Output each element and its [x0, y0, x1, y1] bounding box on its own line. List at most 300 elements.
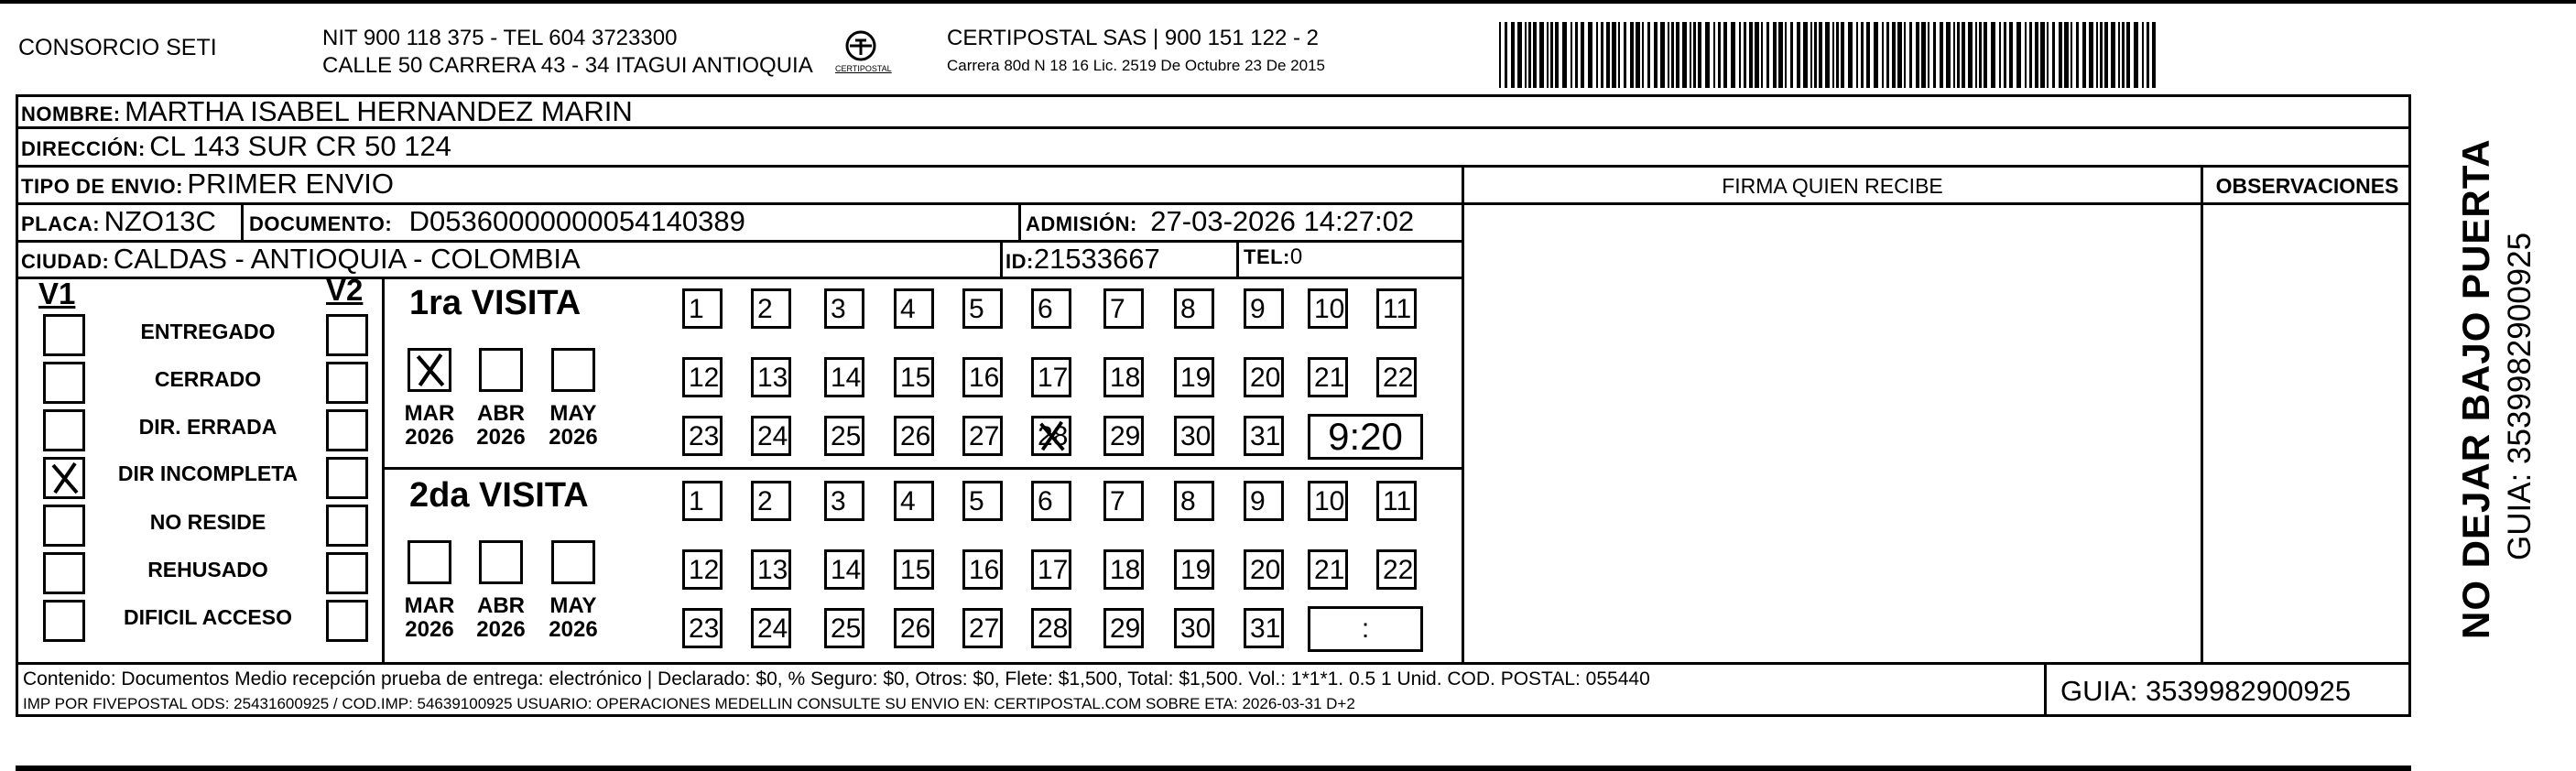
barcode-bar — [2040, 22, 2045, 88]
day-box[interactable] — [894, 357, 934, 397]
day-box[interactable] — [1308, 481, 1348, 521]
tel-cell — [1244, 244, 1302, 270]
v2-checkbox[interactable] — [326, 314, 368, 356]
hour-field[interactable] — [1308, 414, 1423, 460]
day-box[interactable] — [824, 357, 864, 397]
barcode-bar — [2047, 22, 2049, 88]
day-box[interactable] — [894, 288, 934, 329]
tel-value: 0 — [1289, 244, 1303, 269]
id-label: ID: — [1005, 250, 1034, 273]
ciudad-label: CIUDAD: — [21, 250, 110, 273]
day-number: 2 — [757, 486, 773, 516]
month-label — [541, 594, 605, 642]
barcode-bar — [2126, 22, 2130, 88]
firma-header: FIRMA QUIEN RECIBE — [1722, 174, 1943, 198]
day-box[interactable] — [962, 416, 1003, 456]
day-box[interactable] — [1376, 357, 1417, 397]
ciudad-value: CALDAS - ANTIOQUIA - COLOMBIA — [113, 243, 581, 275]
barcode-bar — [1785, 22, 1787, 88]
barcode-bar — [1636, 22, 1640, 88]
day-number: 25 — [831, 421, 862, 451]
v1-checkbox[interactable] — [43, 600, 85, 642]
day-box[interactable] — [824, 549, 864, 590]
day-box[interactable] — [1031, 608, 1071, 648]
day-number: 27 — [969, 614, 1000, 644]
id-cell — [1005, 243, 1160, 276]
nombre-label: NOMBRE: — [21, 103, 121, 125]
barcode-bar — [2035, 22, 2038, 88]
day-box[interactable] — [682, 416, 723, 456]
v1-label: V1 — [38, 277, 76, 310]
barcode-bar — [1647, 22, 1650, 88]
day-box[interactable] — [682, 608, 723, 648]
day-number: 19 — [1180, 363, 1212, 393]
barcode-bar — [1916, 22, 1919, 88]
direccion-row — [21, 130, 451, 163]
top-border-line — [0, 0, 2576, 4]
certipostal-logo — [833, 27, 897, 82]
day-number: 26 — [900, 421, 931, 451]
status-option-label: CERRADO — [154, 367, 262, 391]
barcode-bar — [1962, 22, 1965, 88]
barcode-bar — [1618, 22, 1620, 88]
carrier-license: Carrera 80d N 18 16 Lic. 2519 De Octubre 23 De 2015 — [947, 57, 1325, 74]
barcode-bar — [1790, 22, 1793, 88]
barcode-bar — [1975, 22, 1977, 88]
check-x-mark — [410, 351, 449, 389]
barcode-bar — [1505, 22, 1507, 88]
day-box[interactable] — [1031, 481, 1071, 521]
barcode-bar — [1819, 22, 1822, 88]
v1-checkbox[interactable] — [43, 362, 85, 404]
placa-value: NZO13C — [103, 205, 216, 237]
day-box[interactable] — [1174, 608, 1214, 648]
day-number: 16 — [969, 363, 1000, 393]
month-label — [397, 594, 462, 642]
barcode-bar — [1601, 22, 1603, 88]
barcode-bar — [1979, 22, 1982, 88]
admision-value: 27-03-2026 14:27:02 — [1150, 205, 1415, 237]
month-name: MAR — [404, 401, 455, 426]
nombre-row — [21, 95, 633, 128]
row-line-5 — [16, 277, 1463, 279]
day-number: 14 — [831, 555, 862, 585]
observaciones-header: OBSERVACIONES — [2215, 174, 2399, 198]
barcode-bar — [2111, 22, 2115, 88]
barcode-bar — [1848, 22, 1853, 88]
day-box[interactable] — [1244, 416, 1284, 456]
day-number: 31 — [1250, 421, 1281, 451]
day-box[interactable] — [1174, 481, 1214, 521]
day-number: 9 — [1250, 486, 1266, 516]
day-box[interactable] — [962, 288, 1003, 329]
second-visit-title: 2da VISITA — [409, 476, 589, 515]
placa-divider-line — [241, 202, 244, 241]
barcode-bar — [1654, 22, 1658, 88]
day-number: 3 — [831, 486, 846, 516]
nombre-value: MARTHA ISABEL HERNANDEZ MARIN — [125, 95, 633, 127]
v1-checkbox[interactable] — [43, 457, 85, 499]
barcode-bar — [1705, 22, 1710, 88]
barcode-bar — [1713, 22, 1715, 88]
day-box[interactable] — [1308, 357, 1348, 397]
barcode-bar — [1755, 22, 1759, 88]
day-box[interactable] — [1376, 549, 1417, 590]
hour-value: : — [1361, 614, 1370, 644]
barcode-bar — [1596, 22, 1598, 88]
day-number: 13 — [757, 555, 788, 585]
day-box[interactable] — [751, 481, 791, 521]
guia-box-left-line — [2044, 662, 2047, 717]
address-line: CALLE 50 CARRERA 43 - 34 ITAGUI ANTIOQUIA — [322, 53, 813, 78]
barcode-bar — [1642, 22, 1644, 88]
month-checkbox[interactable] — [408, 348, 451, 392]
month-year: 2026 — [549, 425, 598, 450]
day-number: 17 — [1038, 555, 1069, 585]
day-number: 10 — [1314, 486, 1345, 516]
day-number: 12 — [689, 363, 720, 393]
barcode-bar — [1933, 22, 1936, 88]
day-number: 1 — [689, 294, 704, 324]
day-box[interactable] — [682, 549, 723, 590]
day-number: 24 — [757, 614, 788, 644]
barcode-bar — [1892, 22, 1896, 88]
day-box[interactable] — [962, 549, 1003, 590]
barcode-bar — [1999, 22, 2001, 88]
barcode-bar — [1778, 22, 1783, 88]
day-box[interactable] — [894, 608, 934, 648]
day-number: 22 — [1383, 363, 1414, 393]
bottom-border-line — [16, 766, 2411, 771]
barcode-bar — [2076, 22, 2079, 88]
barcode-bar — [1668, 22, 1669, 88]
barcode-bar — [2082, 22, 2086, 88]
barcode-bar — [1841, 22, 1844, 88]
day-box[interactable] — [1103, 481, 1144, 521]
v2-label: V2 — [326, 273, 364, 307]
day-box[interactable] — [1103, 357, 1144, 397]
status-option-label: DIFICIL ACCESO — [123, 605, 292, 629]
barcode-bar — [1671, 22, 1674, 88]
company-name: CONSORCIO SETI — [18, 35, 217, 60]
barcode-bar — [2118, 22, 2120, 88]
day-number: 23 — [689, 421, 720, 451]
day-number: 13 — [757, 363, 788, 393]
month-year: 2026 — [476, 617, 526, 642]
month-year: 2026 — [476, 425, 526, 450]
day-number: 29 — [1110, 421, 1141, 451]
day-box[interactable] — [1244, 357, 1284, 397]
documento-value: D05360000000054140389 — [408, 205, 745, 237]
day-box[interactable] — [962, 357, 1003, 397]
barcode-bar — [1690, 22, 1691, 88]
day-box[interactable] — [1174, 288, 1214, 329]
footer-top-line — [16, 662, 2411, 665]
day-number: 20 — [1250, 555, 1281, 585]
day-number: 16 — [969, 555, 1000, 585]
day-number: 23 — [689, 614, 720, 644]
day-box[interactable] — [682, 288, 723, 329]
month-checkbox[interactable] — [479, 540, 523, 584]
day-number: 1 — [689, 486, 704, 516]
barcode-bar — [1921, 22, 1926, 88]
visit-divider-line — [382, 467, 1463, 470]
barcode-bar — [1761, 22, 1763, 88]
nit-line: NIT 900 118 375 - TEL 604 3723300 — [322, 26, 678, 50]
day-number: 8 — [1180, 486, 1196, 516]
obs-left-line — [2201, 165, 2203, 664]
day-number: 4 — [900, 486, 916, 516]
month-checkbox[interactable] — [479, 348, 523, 392]
documento-cell — [249, 205, 745, 238]
day-box[interactable] — [1031, 357, 1071, 397]
day-box[interactable] — [751, 549, 791, 590]
id-value: 21533667 — [1033, 243, 1160, 275]
day-box[interactable] — [1103, 549, 1144, 590]
day-number: 30 — [1180, 421, 1212, 451]
day-box[interactable] — [682, 357, 723, 397]
day-box[interactable] — [1244, 549, 1284, 590]
day-box[interactable] — [824, 288, 864, 329]
month-checkbox[interactable] — [551, 348, 595, 392]
barcode-bar — [2029, 22, 2032, 88]
month-year: 2026 — [549, 617, 598, 642]
barcode-bar — [1533, 22, 1537, 88]
day-box[interactable] — [824, 481, 864, 521]
day-box[interactable] — [751, 416, 791, 456]
day-number: 20 — [1250, 363, 1281, 393]
v2-checkbox[interactable] — [326, 552, 368, 594]
day-box[interactable] — [1376, 481, 1417, 521]
barcode-bar — [2134, 22, 2138, 88]
first-visit-title: 1ra VISITA — [409, 284, 582, 322]
barcode-bar — [1909, 22, 1912, 88]
barcode-bar — [1886, 22, 1889, 88]
logo-text: CERTIPOSTAL — [835, 64, 892, 73]
carrier-line: CERTIPOSTAL SAS | 900 151 122 - 2 — [947, 26, 1319, 50]
barcode-bar — [1897, 22, 1902, 88]
status-option-label: DIR. ERRADA — [138, 415, 277, 439]
tel-divider-line — [1236, 240, 1239, 278]
placa-label: PLACA: — [21, 212, 101, 235]
day-number: 6 — [1038, 486, 1053, 516]
month-checkbox[interactable] — [551, 540, 595, 584]
day-number: 3 — [831, 294, 846, 324]
barcode-bar — [1968, 22, 1973, 88]
barcode-bar — [1904, 22, 1906, 88]
v2-checkbox[interactable] — [326, 600, 368, 642]
barcode-bar — [1723, 22, 1727, 88]
barcode-bar — [1766, 22, 1769, 88]
v2-checkbox[interactable] — [326, 505, 368, 547]
day-box[interactable] — [824, 416, 864, 456]
month-name: MAY — [549, 401, 597, 426]
barcode-bar — [1856, 22, 1858, 88]
barcode-bar — [1803, 22, 1808, 88]
barcode-bar — [2152, 22, 2156, 88]
id-divider-line — [1000, 240, 1003, 278]
day-box[interactable] — [1244, 608, 1284, 648]
day-number: 19 — [1180, 555, 1212, 585]
barcode-bar — [1612, 22, 1616, 88]
barcode-bar — [1517, 22, 1522, 88]
barcode-bar — [1810, 22, 1812, 88]
barcode-bar — [1882, 22, 1884, 88]
day-number: 5 — [969, 486, 984, 516]
barcode-bar — [1739, 22, 1741, 88]
day-number: 11 — [1383, 486, 1412, 516]
day-box[interactable] — [1031, 549, 1071, 590]
tipo-label: TIPO DE ENVIO: — [21, 175, 183, 198]
barcode-bar — [1832, 22, 1834, 88]
barcode-bar — [1539, 22, 1544, 88]
day-box[interactable] — [682, 481, 723, 521]
barcode-bar — [1797, 22, 1800, 88]
v2-checkbox[interactable] — [326, 362, 368, 404]
barcode-bar — [1676, 22, 1679, 88]
barcode-bar — [2147, 22, 2149, 88]
barcode-bar — [1773, 22, 1777, 88]
barcode-bar — [1957, 22, 1960, 88]
day-box[interactable] — [1308, 288, 1348, 329]
day-number: 24 — [757, 421, 788, 451]
day-number: 18 — [1110, 363, 1141, 393]
no-dejar-bajo-puerta: NO DEJAR BAJO PUERTA — [2454, 138, 2497, 639]
day-box[interactable] — [1174, 549, 1214, 590]
day-box[interactable] — [962, 608, 1003, 648]
day-box[interactable] — [1244, 481, 1284, 521]
barcode-bar — [2122, 22, 2125, 88]
barcode-bar — [2100, 22, 2103, 88]
hour-field[interactable] — [1308, 606, 1423, 652]
day-box[interactable] — [894, 549, 934, 590]
barcode-bar — [2064, 22, 2069, 88]
barcode-bar — [2096, 22, 2098, 88]
month-checkbox[interactable] — [408, 540, 451, 584]
day-number: 7 — [1110, 294, 1125, 324]
day-box[interactable] — [751, 288, 791, 329]
day-box[interactable] — [1103, 416, 1144, 456]
day-box[interactable] — [1031, 416, 1071, 456]
day-number: 7 — [1110, 486, 1125, 516]
day-box[interactable] — [962, 481, 1003, 521]
day-number: 14 — [831, 363, 862, 393]
day-box[interactable] — [824, 608, 864, 648]
barcode-bar — [1555, 22, 1559, 88]
barcode-bar — [1953, 22, 1955, 88]
day-box[interactable] — [1376, 288, 1417, 329]
barcode-bar — [2142, 22, 2144, 88]
barcode-bar — [1861, 22, 1864, 88]
barcode-bar — [1511, 22, 1515, 88]
day-box[interactable] — [751, 608, 791, 648]
day-number: 4 — [900, 294, 916, 324]
barcode-bar — [2059, 22, 2062, 88]
day-box[interactable] — [1174, 416, 1214, 456]
v1-checkbox[interactable] — [43, 505, 85, 547]
barcode-bar — [2004, 22, 2006, 88]
status-option-label: ENTREGADO — [140, 320, 276, 343]
barcode — [1499, 22, 2158, 88]
v2-checkbox[interactable] — [326, 409, 368, 451]
day-box[interactable] — [751, 357, 791, 397]
barcode-bar — [1682, 22, 1687, 88]
admision-divider-line — [1018, 202, 1021, 241]
day-number: 25 — [831, 614, 862, 644]
day-number: 22 — [1383, 555, 1414, 585]
day-box[interactable] — [1103, 608, 1144, 648]
placa-cell — [21, 205, 216, 238]
day-number: 28 — [1038, 421, 1069, 451]
day-box[interactable] — [1308, 549, 1348, 590]
v1-checkbox[interactable] — [43, 314, 85, 356]
day-number: 9 — [1250, 294, 1266, 324]
guia-box: GUIA: 3539982900925 — [2060, 675, 2352, 707]
barcode-bar — [1588, 22, 1592, 88]
month-name: ABR — [477, 401, 525, 426]
barcode-bar — [1528, 22, 1531, 88]
v1-checkbox[interactable] — [43, 409, 85, 451]
day-number: 8 — [1180, 294, 1196, 324]
month-year: 2026 — [405, 617, 454, 642]
day-box[interactable] — [1244, 288, 1284, 329]
day-box[interactable] — [1103, 288, 1144, 329]
barcode-bar — [1693, 22, 1696, 88]
barcode-bar — [1547, 22, 1549, 88]
barcode-bar — [1660, 22, 1665, 88]
day-number: 31 — [1250, 614, 1281, 644]
day-number: 18 — [1110, 555, 1141, 585]
day-number: 28 — [1038, 614, 1069, 644]
status-divider-line — [382, 277, 385, 663]
tipo-row — [21, 168, 394, 201]
day-number: 12 — [689, 555, 720, 585]
day-number: 30 — [1180, 614, 1212, 644]
barcode-bar — [1874, 22, 1878, 88]
v2-checkbox[interactable] — [326, 457, 368, 499]
barcode-bar — [1946, 22, 1951, 88]
barcode-bar — [1630, 22, 1634, 88]
day-box[interactable] — [894, 416, 934, 456]
barcode-bar — [2016, 22, 2021, 88]
barcode-bar — [1731, 22, 1735, 88]
month-label — [469, 402, 533, 450]
barcode-bar — [1940, 22, 1943, 88]
barcode-bar — [1991, 22, 1995, 88]
barcode-bar — [2104, 22, 2108, 88]
barcode-bar — [1928, 22, 1929, 88]
barcode-bar — [2009, 22, 2013, 88]
barcode-bar — [2052, 22, 2055, 88]
status-option-label: DIR INCOMPLETA — [117, 462, 299, 485]
status-option-label: NO RESIDE — [149, 510, 266, 534]
day-number: 21 — [1314, 363, 1345, 393]
barcode-bar — [1525, 22, 1527, 88]
barcode-bar — [1749, 22, 1753, 88]
barcode-bar — [1624, 22, 1626, 88]
day-box[interactable] — [1031, 288, 1071, 329]
day-number: 6 — [1038, 294, 1053, 324]
day-number: 27 — [969, 421, 1000, 451]
day-box[interactable] — [1174, 357, 1214, 397]
day-box[interactable] — [894, 481, 934, 521]
barcode-bar — [1836, 22, 1839, 88]
barcode-bar — [1984, 22, 1987, 88]
tel-label: TEL: — [1244, 245, 1290, 268]
barcode-bar — [2071, 22, 2072, 88]
barcode-bar — [1606, 22, 1610, 88]
v1-checkbox[interactable] — [43, 552, 85, 594]
